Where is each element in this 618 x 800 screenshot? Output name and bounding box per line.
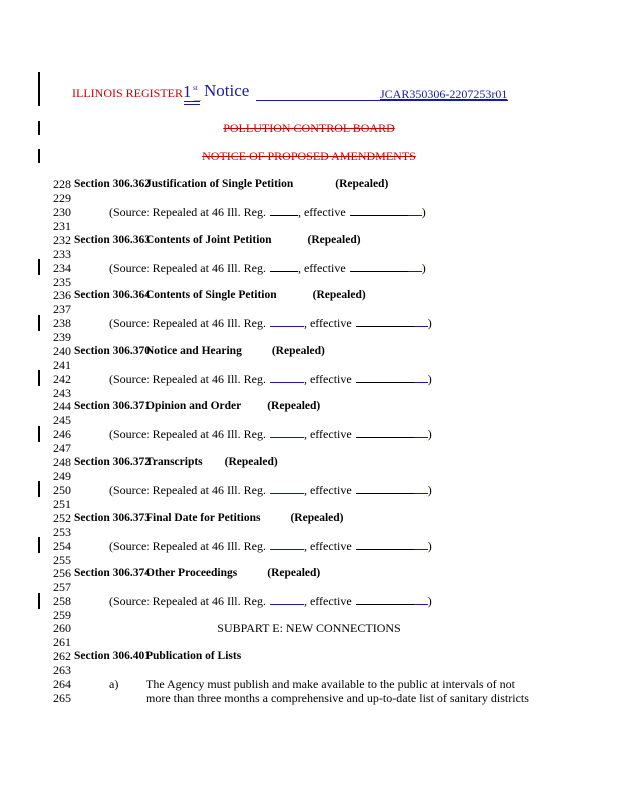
effective-text: , effective [303,594,352,608]
line-number: 246 [53,427,71,441]
line-number: 245 [53,413,71,427]
change-bar [38,537,40,553]
change-bar [38,593,40,609]
volume-blank [270,261,298,272]
effective-text: , effective [303,539,352,553]
line-number: 250 [53,483,71,497]
section-number: Section 306.373 [74,512,151,524]
section-number: Section 306.364 [74,289,151,301]
date-blank [350,261,408,272]
paragraph-label: a) [109,677,119,691]
line-number: 258 [53,594,71,608]
line-number: 254 [53,539,71,553]
repealed-label: (Repealed) [224,456,278,468]
change-bar [38,259,40,275]
repealed-label: (Repealed) [267,400,321,412]
line-number: 240 [53,344,71,358]
effective-text: , effective [303,316,352,330]
section-number: Section 306.371 [74,400,151,412]
section-title: Justification of Single Petition [146,178,294,190]
close-paren: ) [421,261,426,275]
line-number: 237 [53,302,71,316]
volume-blank [270,372,304,383]
close-paren: ) [427,372,432,386]
close-paren: ) [427,594,432,608]
section-title: Transcripts [146,456,203,468]
notice-title: NOTICE OF PROPOSED AMENDMENTS [202,149,416,163]
section-title: Contents of Single Petition [146,289,277,301]
date-blank [350,205,408,216]
line-number: 241 [53,358,71,372]
agency-name: POLLUTION CONTROL BOARD [223,121,395,135]
line-number: 228 [53,177,71,191]
subpart-heading: SUBPART E: NEW CONNECTIONS [217,621,401,635]
close-paren: ) [427,483,432,497]
date-blank-inserted [414,483,428,494]
line-number: 229 [53,191,71,205]
source-text: (Source: Repealed at 46 Ill. Reg. [109,427,266,441]
line-number: 238 [53,316,71,330]
issue-suffix: st [193,84,198,92]
source-text: (Source: Repealed at 46 Ill. Reg. [109,261,266,275]
section-title: Contents of Joint Petition [146,234,272,246]
volume-blank [270,539,304,550]
date-blank [356,316,414,327]
source-note [109,261,426,275]
line-number: 230 [53,205,71,219]
source-note [109,594,432,608]
section-number: Section 306.401 [74,650,151,662]
date-blank-inserted [414,316,428,327]
line-number: 239 [53,330,71,344]
repealed-label: (Repealed) [312,289,366,301]
line-number: 256 [53,566,71,580]
line-number: 248 [53,455,71,469]
volume-blank [270,427,304,438]
line-number: 235 [53,275,71,289]
repealed-label: (Repealed) [290,512,344,524]
section-title: Opinion and Order [146,400,242,412]
line-number: 252 [53,511,71,525]
line-number: 244 [53,399,71,413]
date-blank [356,539,414,550]
line-number: 243 [53,386,71,400]
line-number: 231 [53,219,71,233]
close-paren: ) [427,316,432,330]
source-text: (Source: Repealed at 46 Ill. Reg. [109,372,266,386]
header-double-underline [184,104,200,105]
line-number: 261 [53,635,71,649]
line-number: 264 [53,677,71,691]
volume-blank [270,483,304,494]
line-number: 265 [53,691,71,705]
effective-text: , effective [297,261,346,275]
header-small-mark: — [194,96,201,104]
line-number: 249 [53,469,71,483]
section-number: Section 306.362 [74,178,151,190]
line-number: 260 [53,621,71,635]
line-number: 263 [53,663,71,677]
source-note [109,205,426,219]
section-number: Section 306.372 [74,456,151,468]
date-blank [356,594,414,605]
change-bar [38,315,40,331]
change-bar [38,426,40,442]
section-title: Other Proceedings [146,567,238,579]
repealed-label: (Repealed) [271,345,325,357]
line-number: 259 [53,608,71,622]
line-number: 262 [53,649,71,663]
jcar-code: JCAR350306-2207253r01 [380,87,508,101]
repealed-label: (Repealed) [267,567,321,579]
line-number: 234 [53,261,71,275]
source-text: (Source: Repealed at 46 Ill. Reg. [109,205,266,219]
source-text: (Source: Repealed at 46 Ill. Reg. [109,539,266,553]
date-blank-inserted [414,539,428,550]
issue-number: 1 [183,82,192,101]
section-number: Section 306.370 [74,345,151,357]
repealed-label: (Repealed) [307,234,361,246]
source-text: (Source: Repealed at 46 Ill. Reg. [109,594,266,608]
line-number: 251 [53,497,71,511]
line-number: 257 [53,580,71,594]
effective-text: , effective [303,372,352,386]
line-number: 255 [53,553,71,567]
source-note [109,372,432,386]
date-blank-inserted [414,594,428,605]
source-text: (Source: Repealed at 46 Ill. Reg. [109,316,266,330]
volume-blank [270,594,304,605]
source-text: (Source: Repealed at 46 Ill. Reg. [109,483,266,497]
change-bar [38,481,40,497]
repealed-label: (Repealed) [335,178,389,190]
section-title: Publication of Lists [146,650,242,662]
line-number: 253 [53,525,71,539]
section-number: Section 306.363 [74,234,151,246]
volume-blank [270,205,298,216]
line-number: 247 [53,441,71,455]
change-bar [38,72,40,106]
source-note [109,427,432,441]
date-blank-inserted [408,261,422,272]
line-number: 233 [53,247,71,261]
register-title: ILLINOIS REGISTER [72,86,183,100]
date-blank-inserted [408,205,422,216]
effective-text: , effective [303,483,352,497]
source-note [109,483,432,497]
section-number: Section 306.374 [74,567,151,579]
source-note [109,316,432,330]
source-note [109,539,432,553]
date-blank-inserted [414,372,428,383]
line-number: 242 [53,372,71,386]
close-paren: ) [427,539,432,553]
section-title: Notice and Hearing [146,345,242,357]
date-blank [356,427,414,438]
notice-label: Notice [204,81,250,100]
effective-text: , effective [303,427,352,441]
section-title: Final Date for Petitions [146,512,261,524]
change-bar [38,370,40,386]
paragraph-line: more than three months a comprehensive and up-to-date list of sanitary districts [146,691,529,705]
close-paren: ) [421,205,426,219]
line-number: 232 [53,233,71,247]
effective-text: , effective [297,205,346,219]
date-blank [356,372,414,383]
date-blank-inserted [414,427,428,438]
line-number: 236 [53,288,71,302]
paragraph-line: The Agency must publish and make available to the public at intervals of not [146,677,515,691]
date-blank [356,483,414,494]
volume-blank [270,316,304,327]
close-paren: ) [427,427,432,441]
